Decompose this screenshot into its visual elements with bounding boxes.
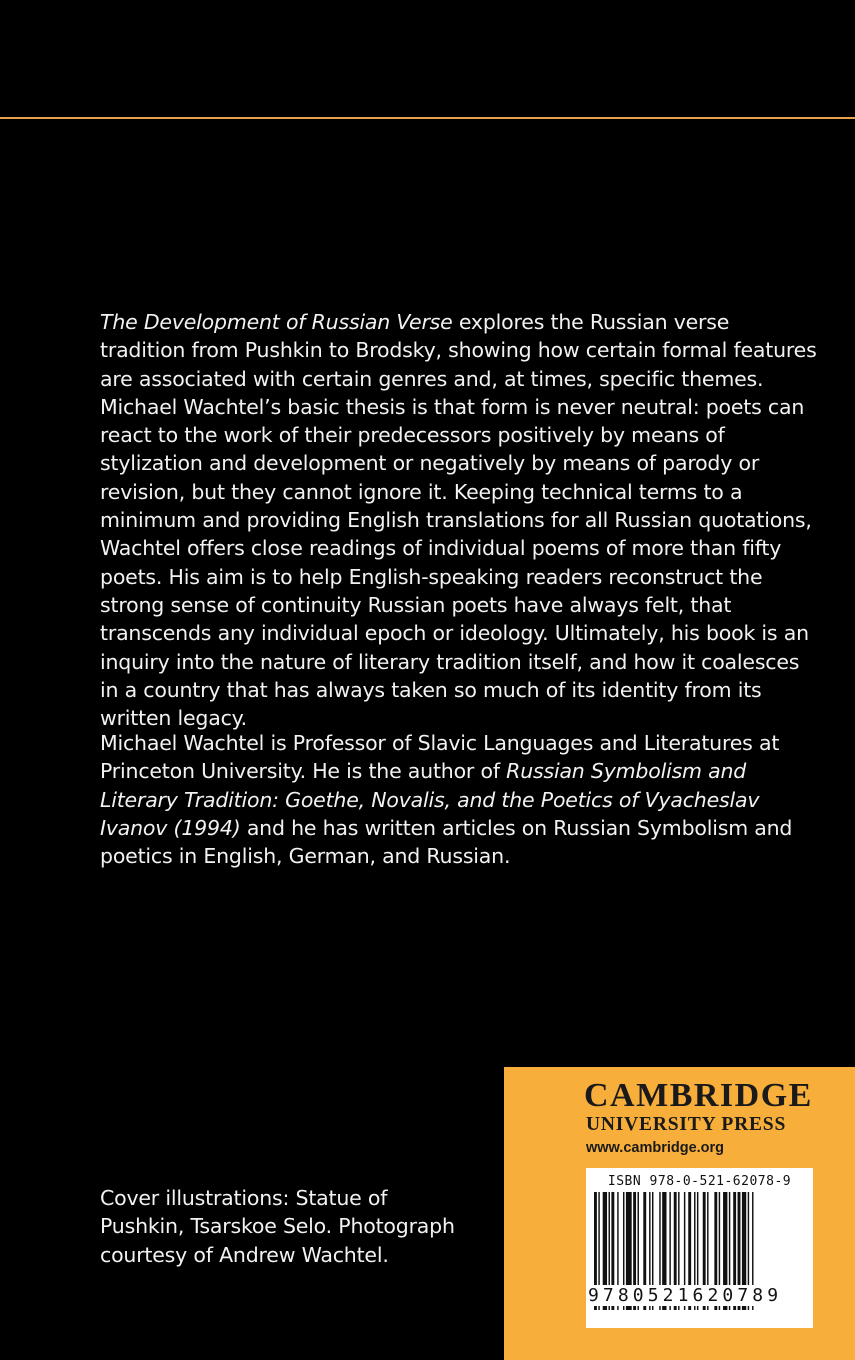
book-description bbox=[100, 308, 820, 732]
bio-text-start: Michael Wachtel is Professor of Slavic Languages and Literatures at Princeton University. He is the author of bbox=[100, 731, 780, 784]
top-divider-rule bbox=[0, 117, 855, 119]
previous-book-title: Russian Symbolism and Literary Tradition: Goethe, Novalis, and the Poetics of Vyacheslav Ivanov (1994) bbox=[100, 759, 760, 840]
barcode-digits: 9780521620789 bbox=[588, 1285, 811, 1306]
isbn-barcode bbox=[586, 1168, 813, 1328]
cover-credits: Cover illustrations: Statue of Pushkin, Tsarskoe Selo. Photograph courtesy of Andrew Wachtel. bbox=[100, 1186, 455, 1267]
bio-text-end: and he has written articles on Russian Symbolism and poetics in English, German, and Russian. bbox=[100, 815, 793, 869]
book-title: The Development of Russian Verse bbox=[100, 310, 453, 334]
publisher-url: www.cambridge.org bbox=[586, 1140, 725, 1156]
publisher-subtitle: UNIVERSITY PRESS bbox=[586, 1114, 787, 1135]
isbn-label: ISBN 978-0-521-62078-9 bbox=[607, 1174, 792, 1189]
publisher-panel bbox=[504, 1067, 855, 1360]
publisher-name: CAMBRIDGE bbox=[584, 1077, 813, 1114]
author-bio bbox=[100, 729, 820, 870]
description-text: explores the Russian verse tradition from Pushkin to Brodsky, showing how certain formal features are associated with certain genres and, at times, specific themes. Michael Wachtel’s basic thesis is that form is never neutral: poets can react to the work of their predecessors positively by means of stylization and development or negatively by means of parody or revision, but they cannot ignore it. Keeping technical terms to a minimum and providing English translations for all Russian quotations, Wachtel offers close readings of individual poems of more than fifty poets. His aim is to help English-speaking readers reconstruct the strong sense of continuity Russian poets have always felt, that transcends any individual epoch or ideology. Ultimately, his book is an inquiry into the nature of literary tradition itself, and how it coalesces in a country that has always taken so much of its identity from its written legacy. bbox=[100, 310, 817, 731]
